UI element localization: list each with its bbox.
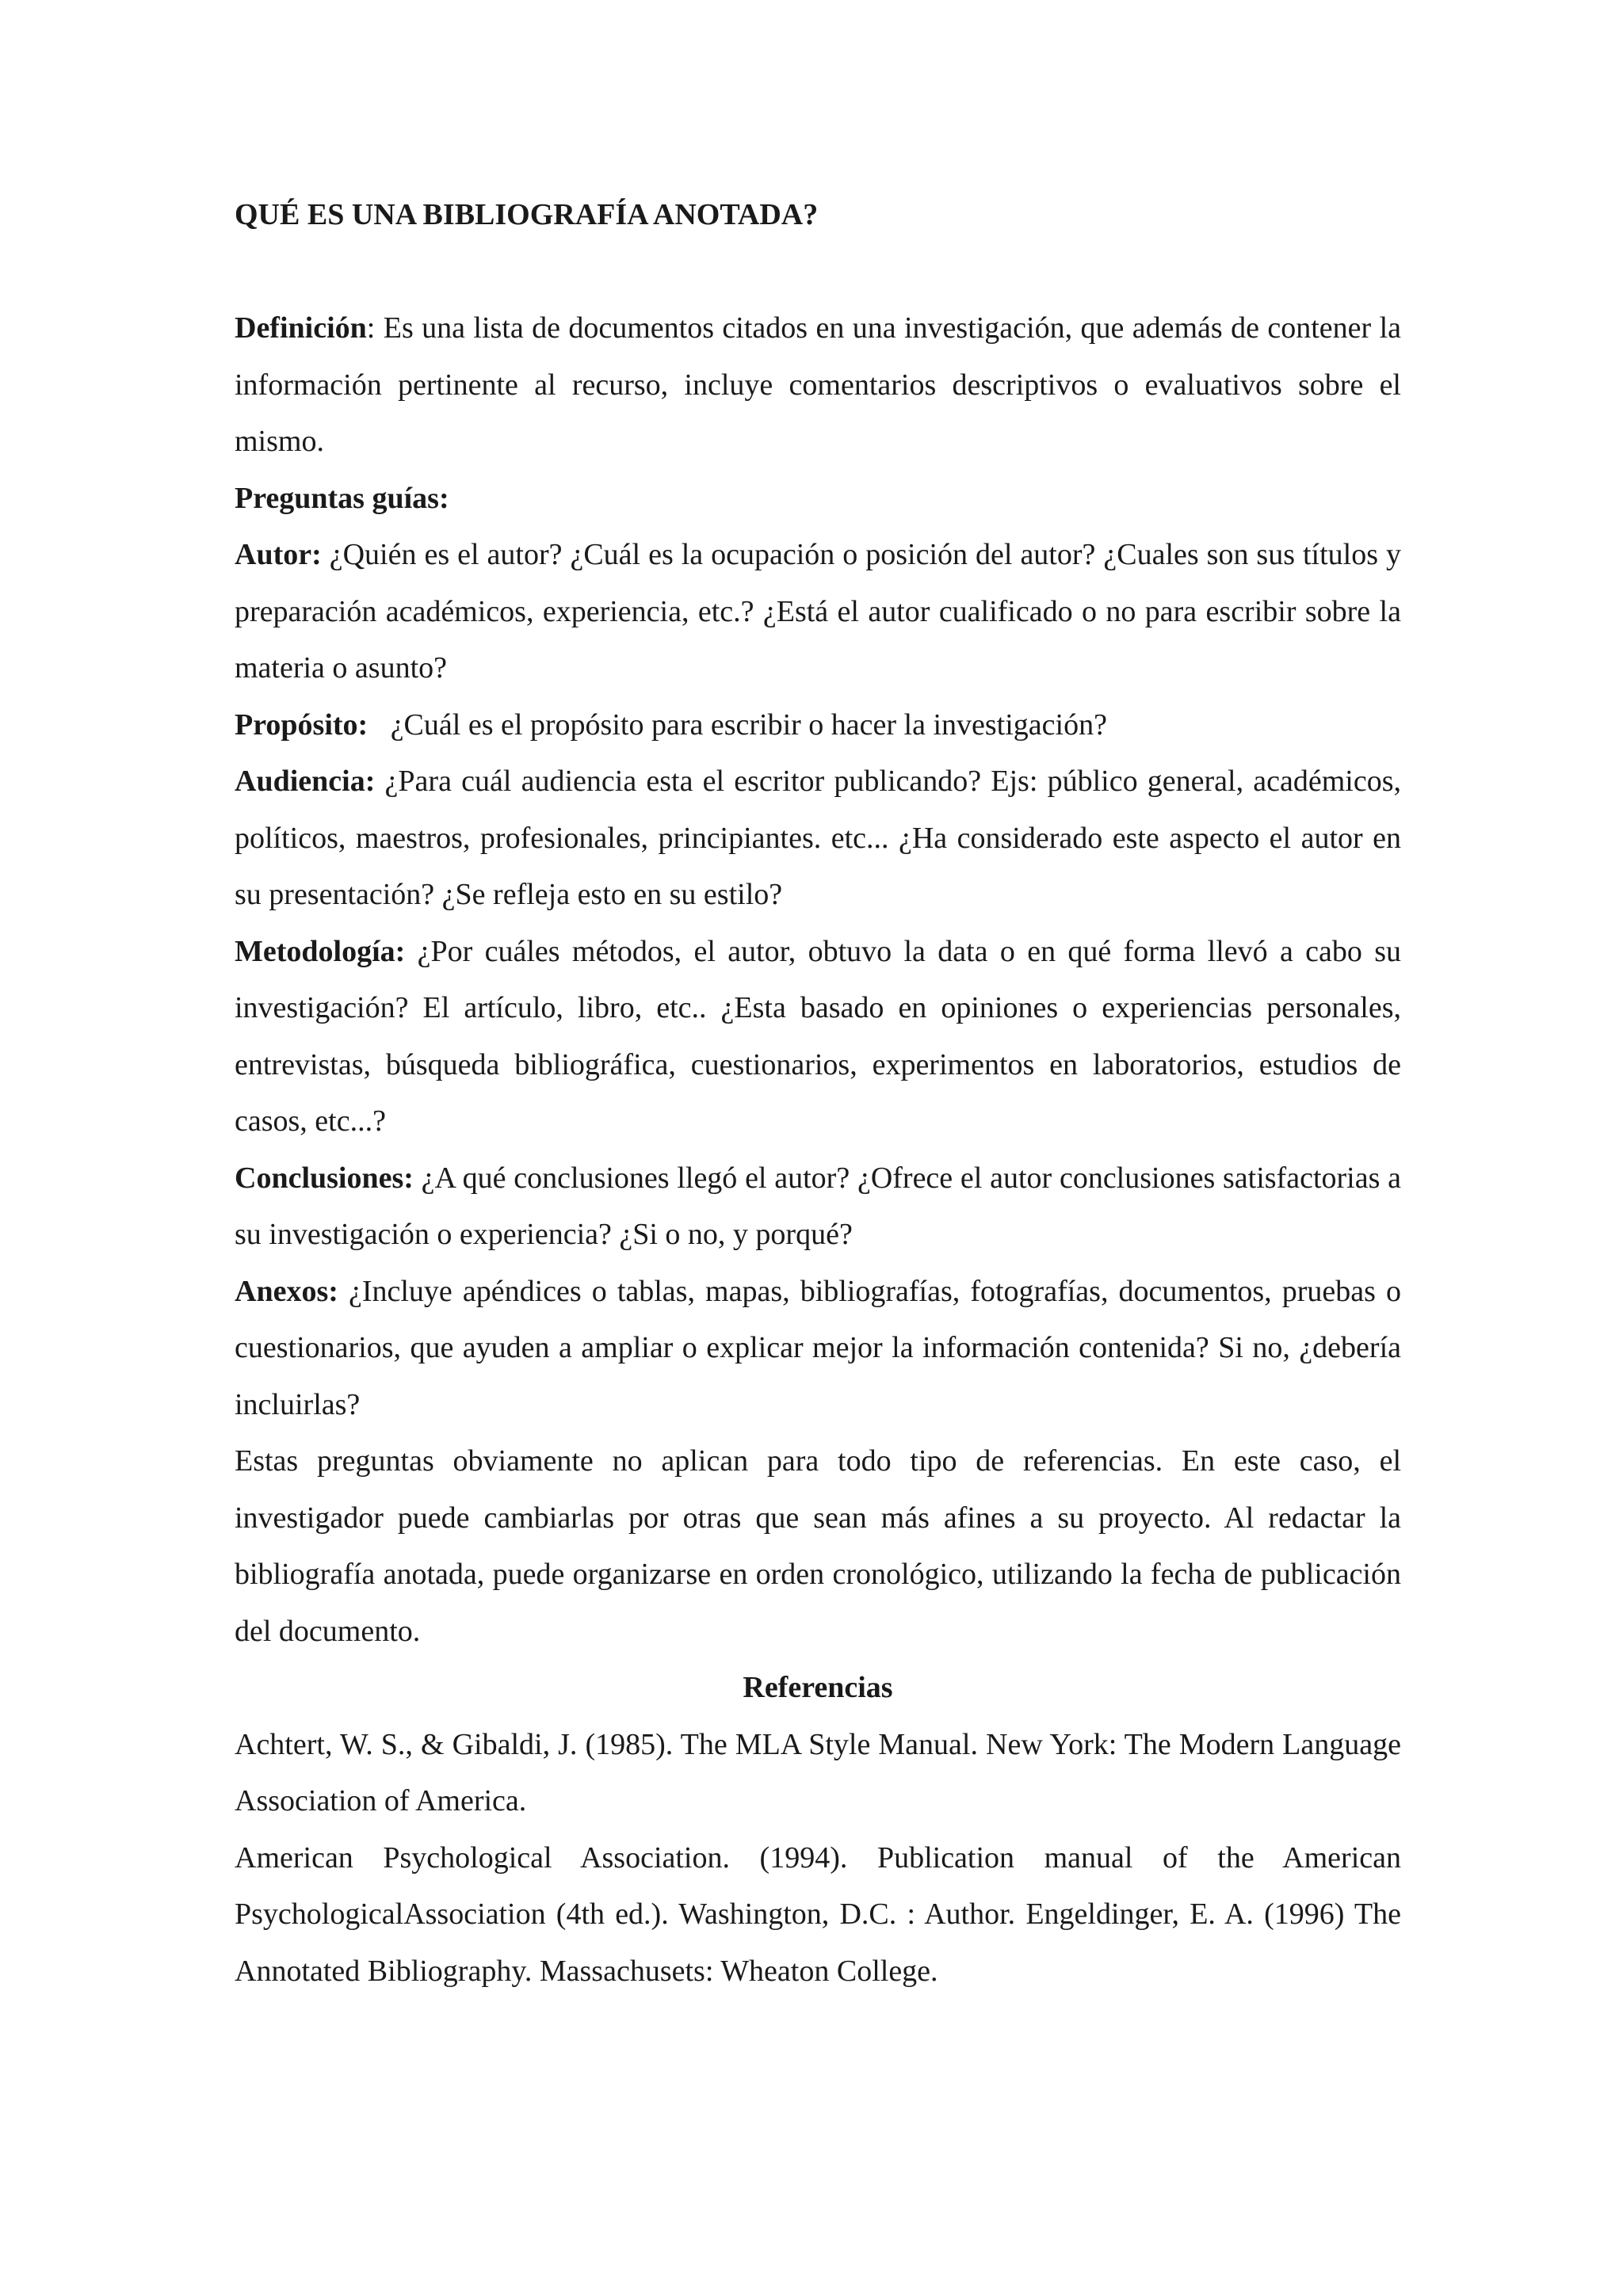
reference-entry: American Psychological Association. (1994). Publication manual of the American PsychologicalAssociation (4th ed.). Washington, D.C. : Author. Engeldinger, E. A. (1996) The Annotated Bibliography. Massachusets: Wheaton College.: [235, 1840, 1401, 1988]
question-methodology: [235, 924, 1401, 1150]
definition-label: Definición: [235, 311, 367, 345]
closing-paragraph: Estas preguntas obviamente no aplican para todo tipo de referencias. En este caso, el investigador puede cambiarlas por otras que sean más afines a su proyecto. Al redactar la bibliografía anotada, puede organizarse en orden cronológico, utilizando la fecha de publicación del documento.: [235, 1444, 1401, 1648]
question-purpose-label: Propósito:: [235, 707, 369, 742]
question-purpose: [235, 697, 1401, 754]
question-audience-label: Audiencia:: [235, 765, 376, 798]
question-author-label: Autor:: [235, 538, 322, 571]
title-spacer: [235, 244, 1401, 301]
question-methodology-text: ¿Por cuáles métodos, el autor, obtuvo la data o en qué forma llevó a cabo su investigación? El artículo, libro, etc.. ¿Esta basado en opiniones o experiencias personales, entrevistas, búsqueda bibliográfica, cuestionarios, experimentos en laboratorios, estudios de casos, etc...?: [235, 934, 1401, 1138]
question-author-text: ¿Quién es el autor? ¿Cuál es la ocupación o posición del autor? ¿Cuales son sus títulos y preparación académicos, experiencia, etc.? ¿Está el autor cualificado o no para escribir sobre la materia o asunto?: [235, 538, 1401, 685]
question-annexes-text: ¿Incluye apéndices o tablas, mapas, bibliografías, fotografías, documentos, pruebas o cuestionarios, que ayuden a ampliar o explicar mejor la información contenida? Si no, ¿debería incluirlas?: [235, 1274, 1401, 1421]
question-author: [235, 527, 1401, 697]
document-title: QUÉ ES UNA BIBLIOGRAFÍA ANOTADA?: [235, 198, 819, 231]
question-conclusions-text: ¿A qué conclusiones llegó el autor? ¿Ofrece el autor conclusiones satisfactorias a su investigación o experiencia? ¿Si o no, y porqué?: [235, 1161, 1401, 1251]
question-conclusions-label: Conclusiones:: [235, 1161, 414, 1195]
question-conclusions: [235, 1150, 1401, 1264]
reference-entry: Achtert, W. S., & Gibaldi, J. (1985). The MLA Style Manual. New York: The Modern Language Association of America.: [235, 1727, 1401, 1817]
guide-questions-heading: Preguntas guías:: [235, 481, 449, 515]
question-purpose-text: ¿Cuál es el propósito para escribir o hacer la investigación?: [368, 707, 1107, 742]
references-heading: Referencias: [743, 1671, 893, 1704]
question-annexes-label: Anexos:: [235, 1274, 338, 1308]
question-annexes: [235, 1264, 1401, 1434]
question-methodology-label: Metodología:: [235, 934, 406, 968]
document-body: [235, 187, 1401, 2000]
question-audience-text: ¿Para cuál audiencia esta el escritor publicando? Ejs: público general, académicos, políticos, maestros, profesionales, principiantes. etc... ¿Ha considerado este aspecto el autor en su presentación? ¿Se refleja esto en su estilo?: [235, 765, 1401, 911]
definition-text: : Es una lista de documentos citados en una investigación, que además de contener la información pertinente al recurso, incluye comentarios descriptivos o evaluativos sobre el mismo.: [235, 311, 1401, 458]
question-audience: [235, 753, 1401, 924]
definition-paragraph: [235, 300, 1401, 471]
